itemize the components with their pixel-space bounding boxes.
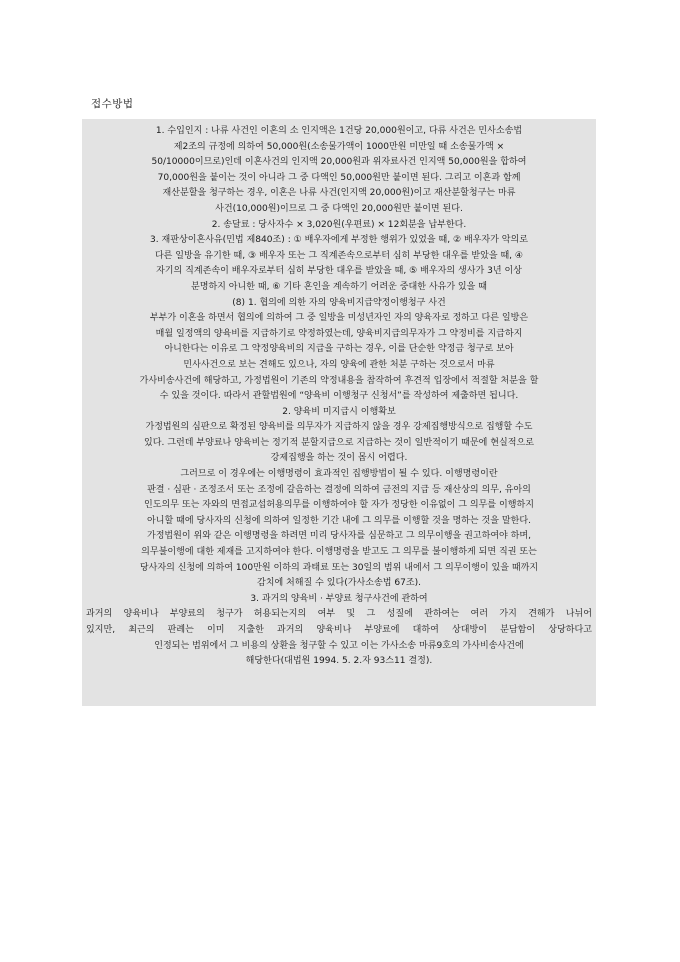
text-line: 아니할 때에 당사자의 신청에 의하여 일정한 기간 내에 그 의무를 이행할 것을 명하는 것을 말한다. xyxy=(147,515,531,526)
text-line: 가정법원의 심판으로 확정된 양육비를 의무자가 지급하지 않을 경우 강제집행방식으로 집행할 수도 xyxy=(145,422,533,433)
text-line: 가사비송사건에 해당하고, 가정법원이 기존의 약정내용을 참작하여 후견적 입장에서 적절할 처분을 할 xyxy=(139,375,539,386)
text-line: 있다. 그런데 부양료나 양육비는 정기적 분할지급으로 지급하는 것이 일반적이기 때문에 현실적으로 xyxy=(144,437,534,448)
text-line: 부부가 이혼을 하면서 협의에 의하여 그 중 일방을 미성년자인 자의 양육자로 정하고 다른 일방은 xyxy=(149,313,529,324)
text-line: 그러므로 이 경우에는 이행명령이 효과적인 집행방법이 될 수 있다. 이행명령이란 xyxy=(180,469,498,480)
text-line: 자기의 직계존속이 배우자로부터 심히 부당한 대우를 받았을 때, ⑤ 배우자의 생사가 3년 이상 xyxy=(156,266,522,277)
text-line: 재산분할을 청구하는 경우, 이혼은 나류 사건(인지액 20,000원)이고 재산분할청구는 마류 xyxy=(162,188,516,199)
text-line: 1. 수입인지 : 나류 사건인 이혼의 소 인지액은 1건당 20,000원이고, 다류 사건은 민사소송법 xyxy=(155,126,523,136)
text-line: 강제집행을 하는 것이 몹시 어렵다. xyxy=(270,453,408,464)
text-line: 매월 일정액의 양육비를 지급하기로 약정하였는데, 양육비지급의무자가 그 약정비를 지급하지 xyxy=(155,328,523,339)
text-line: 당사자의 신청에 의하여 100만원 이하의 과태료 또는 30일의 범위 내에서 그 의무이행이 있을 때까지 xyxy=(139,562,539,573)
text-line: 과거의 양육비나 부양료의 청구가 허용되는지의 여부 및 그 성질에 관하여는 여러 가지 견해가 나뉘어 xyxy=(86,609,592,620)
text-line: 사건(10,000원)이므로 그 중 다액인 20,000원만 붙이면 된다. xyxy=(215,203,463,214)
page-title: 접수방법 xyxy=(91,98,134,110)
text-line: 가정법원이 위와 같은 이행명령을 하려면 미리 당사자를 심문하고 그 의무이행을 권고하여야 하며, xyxy=(146,531,532,542)
text-line: 인도의무 또는 자와의 면접교섭허용의무를 이행하여야 할 자가 정당한 이유없이 그 의무를 이행하지 xyxy=(144,500,534,511)
text-line: 제2조의 규정에 의하여 50,000원(소송물가액이 1000만원 미만일 때 소송물가액 × xyxy=(173,141,505,152)
text-line: 판결 · 심판 · 조정조서 또는 조정에 갈음하는 결정에 의하여 금전의 지급 등 재산상의 의무, 유아의 xyxy=(147,484,531,495)
text-line: 2. 양육비 미지급시 이행확보 xyxy=(282,406,396,417)
text-line: 수 있을 것이다. 따라서 관할법원에 “양육비 이행청구 신청서”를 작성하여 제출하면 됩니다. xyxy=(159,391,519,402)
text-line: (8) 1. 협의에 의한 자의 양육비지급약정이행청구 사건 xyxy=(232,297,446,308)
content-box xyxy=(82,119,596,706)
text-line: 아니한다는 이유로 그 약정양육비의 지급을 구하는 경우, 이를 단순한 약정금 청구로 보아 xyxy=(164,344,514,355)
text-line: 감치에 처해질 수 있다(가사소송법 67조). xyxy=(256,578,422,589)
text-line: 50/10000이므로)인데 이혼사건의 인지액 20,000원과 위자료사건 인지액 50,000원을 합하여 xyxy=(151,157,527,168)
text-line: 다른 일방을 유기한 때, ③ 배우자 또는 그 직계존속으로부터 심히 부당한 대우를 받았을 때, ④ xyxy=(154,250,524,261)
text-line: 3. 재판상이혼사유(민법 제840조) : ① 배우자에게 부정한 행위가 있었을 때, ② 배우자가 악의로 xyxy=(149,235,528,246)
text-line: 의무불이행에 대한 제재를 고지하여야 한다. 이행명령을 받고도 그 의무를 불이행하게 되면 직권 또는 xyxy=(141,547,537,558)
text-line: 3. 과거의 양육비 · 부양료 청구사건에 관하여 xyxy=(250,593,428,604)
text-line: 해당한다(대법원 1994. 5. 2.자 93스11 결정). xyxy=(245,656,433,667)
text-line: 민사사건으로 보는 견해도 있으나, 자의 양육에 관한 처분 구하는 것으로서 마류 xyxy=(183,359,495,370)
text-line: 2. 송달료 : 당사자수 × 3,020원(우편료) × 12회분을 납부한다. xyxy=(211,219,467,230)
text-line: 분명하지 아니한 때, ⑥ 기타 혼인을 계속하기 어려운 중대한 사유가 있을 때 xyxy=(190,281,488,292)
text-line: 있지만, 최근의 판례는 이미 지출한 과거의 양육비나 부양료에 대하여 상대방이 분담함이 상당하다고 xyxy=(86,625,592,635)
text-line: 인정되는 범위에서 그 비용의 상환을 청구할 수 있고 이는 가사소송 마류9호의 가사비송사건에 xyxy=(154,640,524,651)
text-line: 70,000원을 붙이는 것이 아니라 그 중 다액인 50,000원만 붙이면 된다. 그리고 이혼과 함께 xyxy=(157,172,521,183)
